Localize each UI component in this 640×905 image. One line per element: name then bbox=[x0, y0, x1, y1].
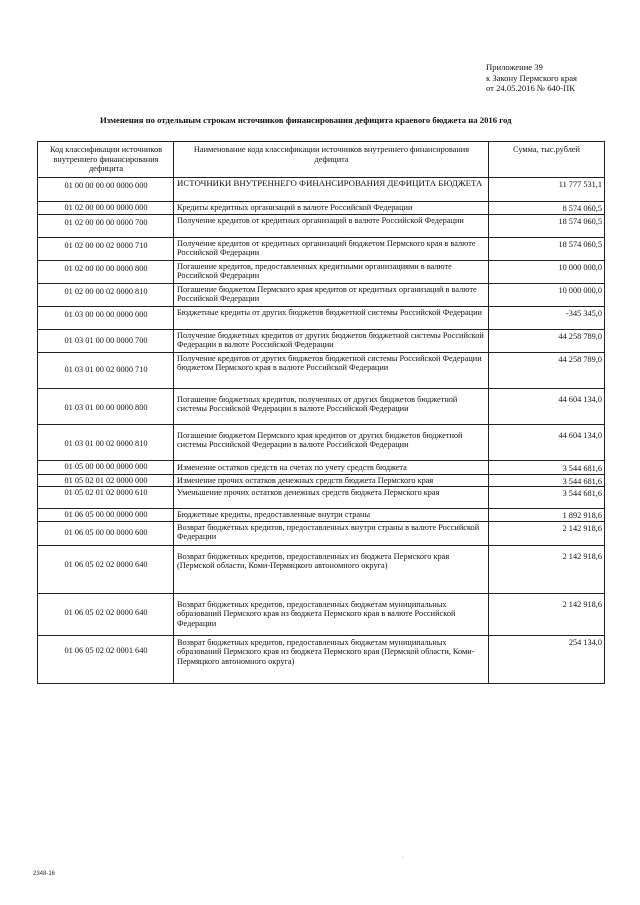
row-code: 01 06 05 00 00 0000 000 bbox=[38, 509, 174, 522]
financing-sources-table bbox=[37, 141, 605, 684]
table-row bbox=[38, 424, 605, 460]
row-sum: 254 134,0 bbox=[489, 635, 605, 683]
row-name: Погашение бюджетных кредитов, полученных от других бюджетов бюджетной системы Российской Федерации в валюте Российской Федерации bbox=[174, 388, 489, 424]
row-name: Получение кредитов от кредитных организаций бюджетом Пермского края в валюте Российской Федерации bbox=[174, 237, 489, 260]
row-name: Возврат бюджетных кредитов, предоставленных внутри страны в валюте Российской Федерации bbox=[174, 521, 489, 545]
row-code: 01 03 00 00 00 0000 000 bbox=[38, 306, 174, 329]
header-name: Наименование кода классификации источников внутреннего финансирования дефицита bbox=[174, 142, 489, 178]
row-name: Получение кредитов от других бюджетов бюджетной системы Российской Федерации бюджетом Пермского края в валюте Российской Федерации bbox=[174, 352, 489, 388]
header-sum: Сумма, тыс.рублей bbox=[489, 142, 605, 178]
row-sum: 18 574 060,5 bbox=[489, 214, 605, 237]
row-name: Получение кредитов от кредитных организаций в валюте Российской Федерации bbox=[174, 214, 489, 237]
row-code: 01 03 01 00 00 0000 800 bbox=[38, 388, 174, 424]
row-code: 01 03 01 00 00 0000 700 bbox=[38, 329, 174, 352]
appendix-line-1: Приложение 39 bbox=[486, 62, 543, 72]
table-row bbox=[38, 178, 605, 202]
table-row bbox=[38, 214, 605, 237]
row-sum: 10 000 000,0 bbox=[489, 283, 605, 306]
row-sum: 44 258 789,0 bbox=[489, 352, 605, 388]
row-sum: 44 604 134,0 bbox=[489, 424, 605, 460]
table-row bbox=[38, 388, 605, 424]
row-sum: 8 574 060,5 bbox=[489, 202, 605, 215]
row-sum: 3 544 681,6 bbox=[489, 460, 605, 474]
table-row bbox=[38, 593, 605, 635]
table-row bbox=[38, 329, 605, 352]
row-name: Бюджетные кредиты от других бюджетов бюджетной системы Российской Федерации bbox=[174, 306, 489, 329]
row-name: Погашение кредитов, предоставленных кредитными организациями в валюте Российской Федерации bbox=[174, 260, 489, 283]
row-sum: 2 142 918,6 bbox=[489, 521, 605, 545]
row-code: 01 06 05 00 00 0000 600 bbox=[38, 521, 174, 545]
row-code: 01 02 00 00 00 0000 800 bbox=[38, 260, 174, 283]
row-sum: 44 604 134,0 bbox=[489, 388, 605, 424]
table-row bbox=[38, 283, 605, 306]
row-code: 01 00 00 00 00 0000 000 bbox=[38, 178, 174, 202]
row-name: Возврат бюджетных кредитов, предоставленных из бюджета Пермского края (Пермской области, Коми-Пермяцкого автономного округа) bbox=[174, 545, 489, 593]
row-name: ИСТОЧНИКИ ВНУТРЕННЕГО ФИНАНСИРОВАНИЯ ДЕФИЦИТА БЮДЖЕТА bbox=[174, 178, 489, 202]
row-name: Погашение бюджетом Пермского края кредитов от кредитных организаций в валюте Российской Федерации bbox=[174, 283, 489, 306]
row-name: Погашение бюджетом Пермского края кредитов от других бюджетов бюджетной системы Российской Федерации в валюте Российской Федерации bbox=[174, 424, 489, 460]
row-code: 01 05 00 00 00 0000 000 bbox=[38, 460, 174, 474]
table-row bbox=[38, 352, 605, 388]
row-sum: 1 892 918,6 bbox=[489, 509, 605, 522]
footer-document-code: 2348-16 bbox=[33, 871, 56, 877]
row-name: Уменьшение прочих остатков денежных средств бюджета Пермского края bbox=[174, 487, 489, 509]
table-row bbox=[38, 487, 605, 509]
table-row bbox=[38, 202, 605, 215]
row-name: Возврат бюджетных кредитов, предоставленных бюджетам муниципальных образований Пермского края из бюджета Пермского края (Пермской области, Коми-Пермяцкого автономного округа) bbox=[174, 635, 489, 683]
row-sum: 3 544 681,6 bbox=[489, 487, 605, 509]
row-name: Возврат бюджетных кредитов, предоставленных бюджетам муниципальных образований Пермского края из бюджета Пермского края в валюте Российской Федерации bbox=[174, 593, 489, 635]
row-name: Изменение прочих остатков денежных средств бюджета Пермского края bbox=[174, 474, 489, 487]
row-code: 01 06 05 02 02 0000 640 bbox=[38, 593, 174, 635]
table-row bbox=[38, 509, 605, 522]
appendix-line-2: к Закону Пермского края bbox=[486, 72, 577, 83]
row-code: 01 05 02 01 02 0000 000 bbox=[38, 474, 174, 487]
appendix-line-3: от 24.05.2016 № 640-ПК bbox=[486, 83, 575, 93]
row-code: 01 06 05 02 02 0000 640 bbox=[38, 545, 174, 593]
row-code: 01 02 00 00 02 0000 810 bbox=[38, 283, 174, 306]
row-sum: 2 142 918,6 bbox=[489, 593, 605, 635]
row-sum: 2 142 918,6 bbox=[489, 545, 605, 593]
table-row bbox=[38, 460, 605, 474]
table-row bbox=[38, 521, 605, 545]
row-name: Бюджетные кредиты, предоставленные внутри страны bbox=[174, 509, 489, 522]
row-sum: -345 345,0 bbox=[489, 306, 605, 329]
row-code: 01 02 00 00 00 0000 700 bbox=[38, 214, 174, 237]
row-code: 01 03 01 00 02 0000 710 bbox=[38, 352, 174, 388]
row-name: Изменение остатков средств на счетах по учету средств бюджета bbox=[174, 460, 489, 474]
row-code: 01 03 01 00 02 0000 810 bbox=[38, 424, 174, 460]
table-row bbox=[38, 474, 605, 487]
table-row bbox=[38, 545, 605, 593]
row-sum: 11 777 531,1 bbox=[489, 178, 605, 202]
row-sum: 10 000 000,0 bbox=[489, 260, 605, 283]
row-code: 01 02 00 00 00 0000 000 bbox=[38, 202, 174, 215]
table-row bbox=[38, 635, 605, 683]
row-code: 01 02 00 00 02 0000 710 bbox=[38, 237, 174, 260]
header-code: Код классификации источников внутреннего финансирования дефицита bbox=[38, 142, 174, 178]
row-sum: 44 258 789,0 bbox=[489, 329, 605, 352]
row-name: Получение бюджетных кредитов от других бюджетов бюджетной системы Российской Федерации в валюте Российской Федерации bbox=[174, 329, 489, 352]
table-row bbox=[38, 260, 605, 283]
row-code: 01 06 05 02 02 0001 640 bbox=[38, 635, 174, 683]
stray-mark: · bbox=[402, 855, 404, 861]
table-row bbox=[38, 237, 605, 260]
row-name: Кредиты кредитных организаций в валюте Российской Федерации bbox=[174, 202, 489, 215]
row-code: 01 05 02 01 02 0000 610 bbox=[38, 487, 174, 509]
appendix-header bbox=[486, 62, 636, 94]
row-sum: 18 574 060,5 bbox=[489, 237, 605, 260]
table-row bbox=[38, 306, 605, 329]
document-title: Изменения по отдельным строкам источников финансирования дефицита краевого бюджета на 2016 год bbox=[100, 115, 512, 125]
row-sum: 3 544 681,6 bbox=[489, 474, 605, 487]
